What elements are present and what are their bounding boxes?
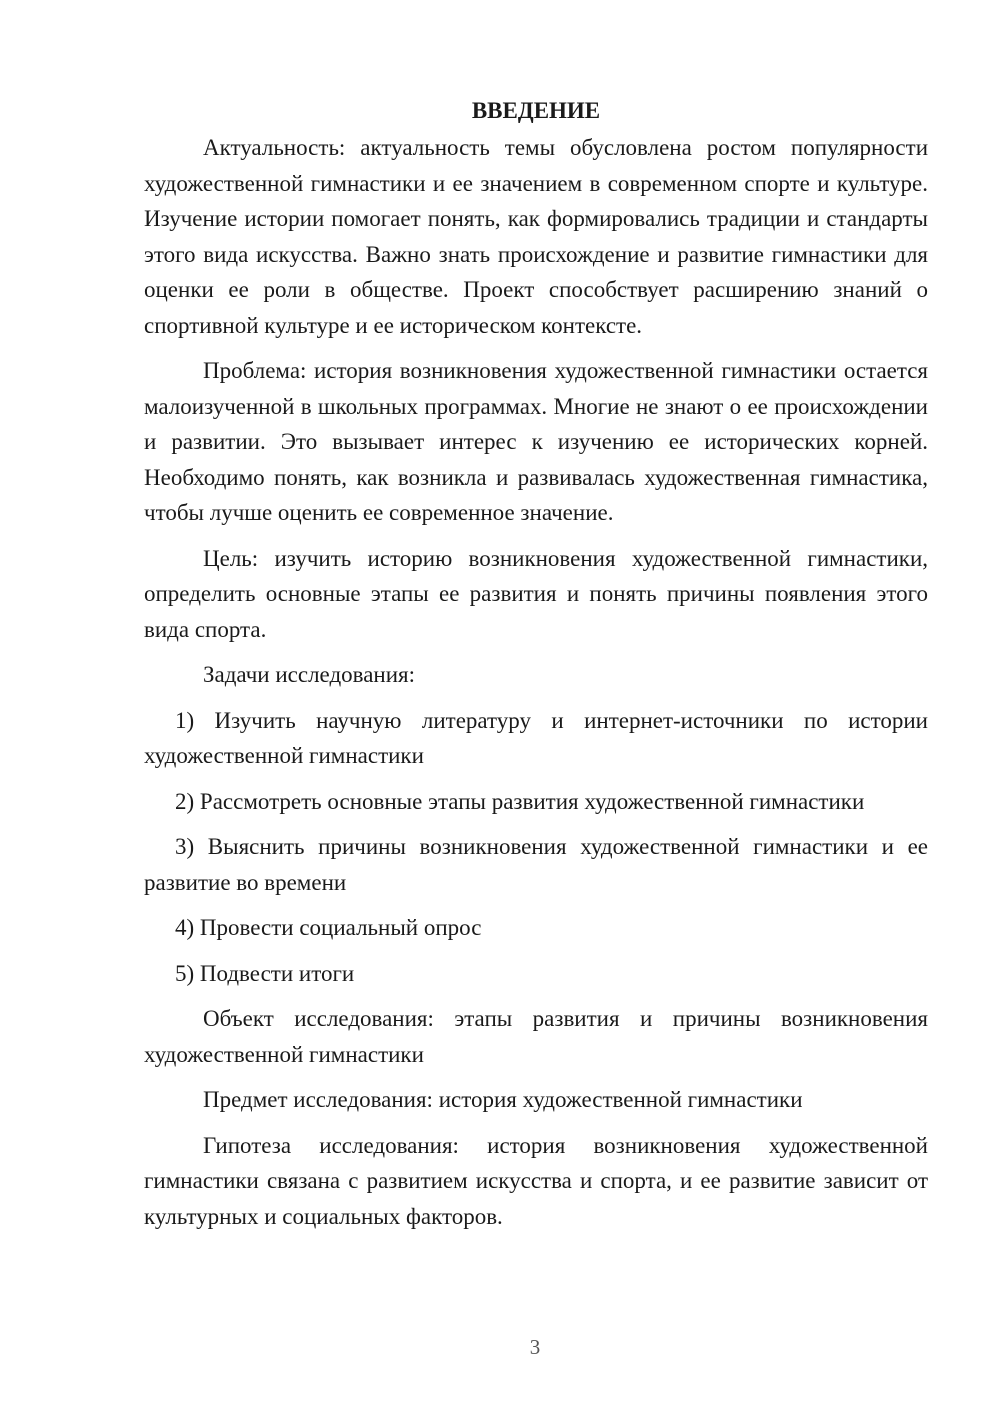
object-paragraph: Объект исследования: этапы развития и причины возникновения художественной гимнастики [144,1006,928,1067]
subject-paragraph: Предмет исследования: история художественной гимнастики [203,1087,803,1112]
task-item-3: 3) Выяснить причины возникновения художественной гимнастики и ее развитие во времени [144,834,928,895]
problem-paragraph: Проблема: история возникновения художественной гимнастики остается малоизученной в школьных программах. Многие не знают о ее происхождении и развитии. Это вызывает интерес к изучению ее исторических корней. Необходимо понять, как возникла и развивалась художественная гимнастика, чтобы лучше оценить ее современное значение. [144,358,928,525]
task-item-2: 2) Рассмотреть основные этапы развития художественной гимнастики [175,788,865,814]
task-item-4: 4) Провести социальный опрос [175,915,482,940]
page-number: 3 [529,1335,541,1359]
section-heading: ВВЕДЕНИЕ [471,98,601,123]
document-page [144,96,928,1326]
tasks-title: Задачи исследования: [203,662,416,687]
goal-paragraph: Цель: изучить историю возникновения художественной гимнастики, определить основные этапы ее развития и понять причины появления этого вида спорта. [144,545,928,642]
hypothesis-paragraph: Гипотеза исследования: история возникновения художественной гимнастики связана с развитием искусства и спорта, и ее развитие зависит от культурных и социальных факторов. [144,1132,928,1229]
task-item-1: 1) Изучить научную литературу и интернет-источники по истории художественной гимнастики [144,707,928,768]
task-item-5: 5) Подвести итоги [175,960,355,986]
relevance-paragraph: Актуальность: актуальность темы обусловлена ростом популярности художественной гимнастики и ее значением в современном спорте и культуре. Изучение истории помогает понять, как формировались традиции и стандарты этого вида искусства. Важно знать происхождение и развитие гимнастики для оценки ее роли в обществе. Проект способствует расширению знаний о спортивной культуре и ее историческом контексте. [144,135,928,338]
